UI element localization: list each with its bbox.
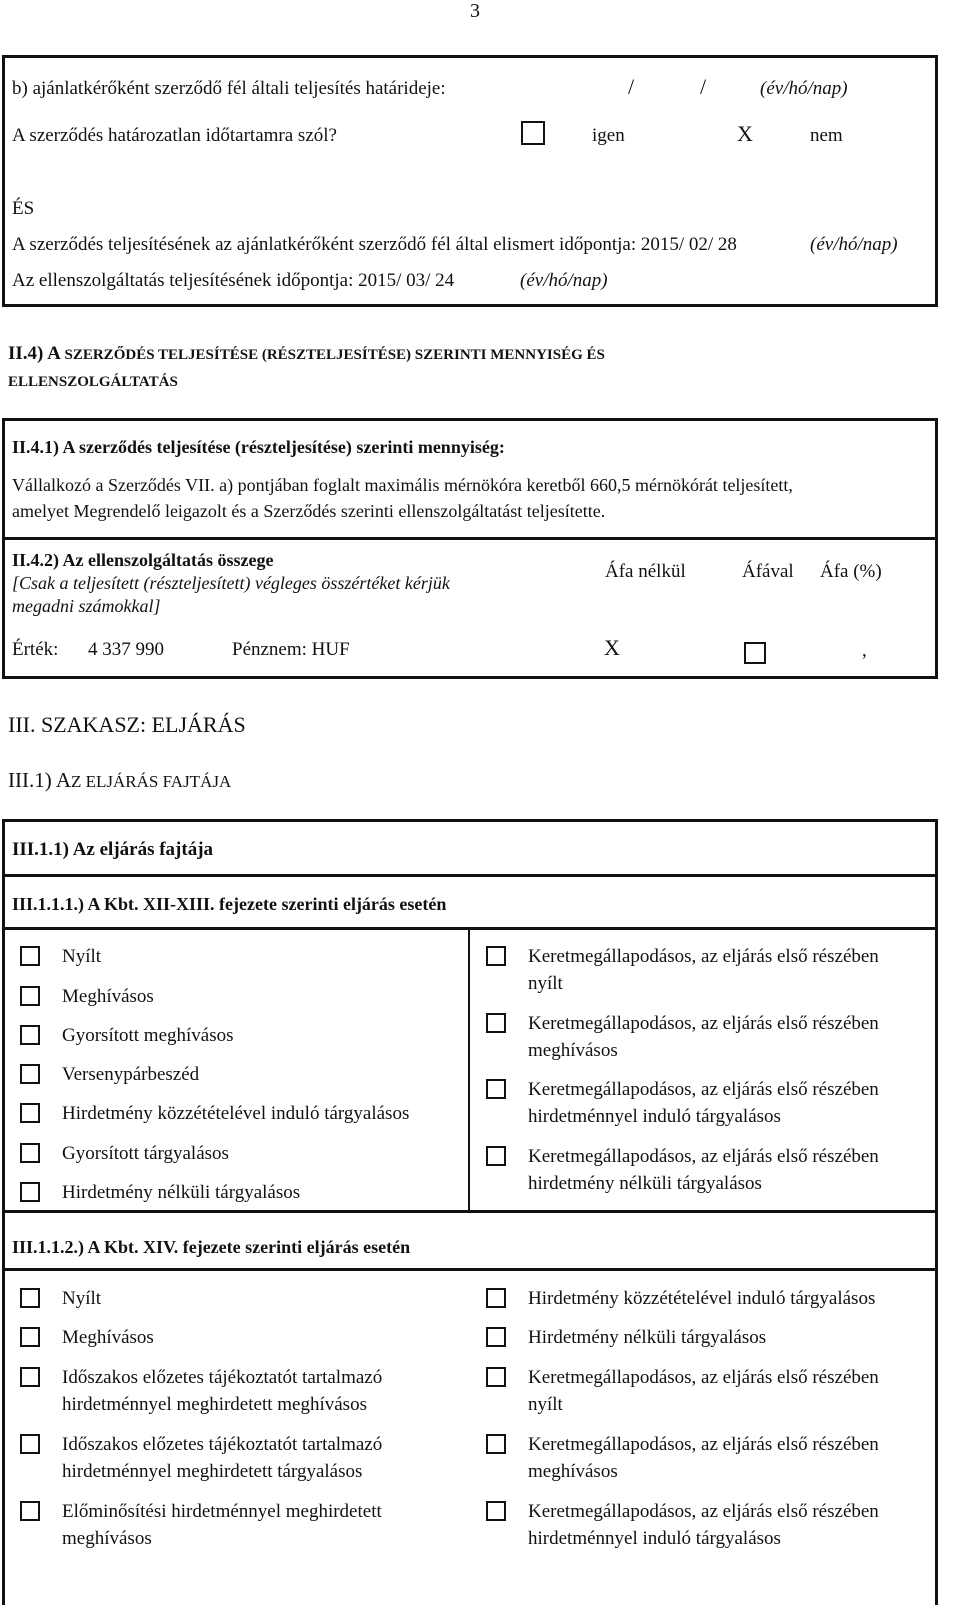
section-ii41-heading: II.4.1) A szerződés teljesítése (részteljesítése) szerinti mennyiség: <box>12 437 505 457</box>
section-iii1-rest: Z ELJÁRÁS FAJTÁJA <box>70 772 232 791</box>
xii-checkbox-framework-open[interactable] <box>486 946 506 966</box>
xiv-checkbox-pin-restricted[interactable] <box>20 1367 40 1387</box>
section-ii42-note-2: megadni számokkal] <box>12 596 161 616</box>
vat-pct-value: , <box>862 640 867 661</box>
divider-iii11 <box>2 874 938 877</box>
section-iii1112-heading: III.1.1.2.) A Kbt. XIV. fejezete szerinti eljárás esetén <box>12 1237 411 1257</box>
no-selected-mark[interactable]: X <box>737 121 753 146</box>
currency-label: Pénznem: HUF <box>232 639 350 660</box>
xiv-right-label-1: Keretmegállapodásos, az eljárás első részében <box>528 1367 879 1388</box>
col-without-vat: Áfa nélkül <box>605 561 686 582</box>
section-ii4-heading <box>8 343 605 366</box>
indefinite-question: A szerződés határozatlan időtartamra szól? <box>12 125 337 146</box>
xiv-right-label-1: Hirdetmény közzétételével induló tárgyalásos <box>528 1288 876 1309</box>
xii-right-label-2: hirdetmény nélküli tárgyalásos <box>528 1173 762 1194</box>
section-ii4-prefix: II.4) A <box>8 343 60 364</box>
section-ii4-line2: ELLENSZOLGÁLTATÁS <box>8 374 178 390</box>
yes-label: igen <box>592 125 625 146</box>
section-ii41-body-1: Vállalkozó a Szerződés VII. a) pontjában foglalt maximális mérnökóra keretből 660,5 mérnökórát teljesített, <box>12 475 793 495</box>
section-iii1-heading <box>8 768 231 794</box>
yes-checkbox[interactable] <box>521 121 545 145</box>
xii-checkbox-competitive-dialogue[interactable] <box>20 1064 40 1084</box>
es-label: ÉS <box>12 198 35 219</box>
with-vat-checkbox[interactable] <box>744 642 766 664</box>
xii-right-label-2: meghívásos <box>528 1040 618 1061</box>
deadline-label: b) ajánlatkérőként szerződő fél általi teljesítés határideje: <box>12 78 446 99</box>
xiv-checkbox-framework-open[interactable] <box>486 1367 506 1387</box>
xiv-checkbox-framework-negotiated-notice[interactable] <box>486 1501 506 1521</box>
xii-checkbox-framework-restricted[interactable] <box>486 1013 506 1033</box>
xii-checkbox-negotiated-without-notice[interactable] <box>20 1182 40 1202</box>
xii-right-label-1: Keretmegállapodásos, az eljárás első részében <box>528 1013 879 1034</box>
accepted-date-label: A szerződés teljesítésének az ajánlatkérőként szerződő fél által elismert időpontja: 2015/ 02/ 28 <box>12 234 737 255</box>
value-label: Érték: <box>12 639 59 660</box>
section-ii42-heading: II.4.2) Az ellenszolgáltatás összege <box>12 550 274 570</box>
xiv-right-label-2: meghívásos <box>528 1461 618 1482</box>
xii-right-label-1: Keretmegállapodásos, az eljárás első részében <box>528 1079 879 1100</box>
xii-left-label: Versenypárbeszéd <box>62 1064 200 1085</box>
xiv-checkbox-negotiated-with-notice[interactable] <box>486 1288 506 1308</box>
xiv-right-label-1: Hirdetmény nélküli tárgyalásos <box>528 1327 767 1348</box>
accepted-date-format: (év/hó/nap) <box>810 234 898 255</box>
date-format-hint: (év/hó/nap) <box>760 78 848 99</box>
xiv-checkbox-restricted[interactable] <box>20 1327 40 1347</box>
xiv-right-label-1: Keretmegállapodásos, az eljárás első részében <box>528 1501 879 1522</box>
payment-date-label: Az ellenszolgáltatás teljesítésének időpontja: 2015/ 03/ 24 <box>12 270 455 291</box>
value-amount: 4 337 990 <box>88 639 164 660</box>
date-slash-2: / <box>700 74 707 99</box>
xiv-checkbox-negotiated-without-notice[interactable] <box>486 1327 506 1347</box>
xiv-left-label-1: Nyílt <box>62 1288 102 1309</box>
xii-checkbox-restricted[interactable] <box>20 986 40 1006</box>
section-iii1111-heading: III.1.1.1.) A Kbt. XII-XIII. fejezete szerinti eljárás esetén <box>12 894 447 914</box>
xii-left-label: Hirdetmény nélküli tárgyalásos <box>62 1182 301 1203</box>
column-divider-xii <box>468 927 470 1211</box>
col-with-vat: Áfával <box>742 561 794 582</box>
payment-date-format: (év/hó/nap) <box>520 270 608 291</box>
xiv-left-label-1: Előminősítési hirdetménnyel meghirdetett <box>62 1501 382 1522</box>
section-ii4-rest: SZERZŐDÉS TELJESÍTÉSE (RÉSZTELJESÍTÉSE) SZERINTI MENNYISÉG ÉS <box>64 347 605 363</box>
xii-right-label-1: Keretmegállapodásos, az eljárás első részében <box>528 1146 879 1167</box>
xii-right-label-2: hirdetménnyel induló tárgyalásos <box>528 1106 781 1127</box>
xiv-right-label-2: hirdetménnyel induló tárgyalásos <box>528 1528 781 1549</box>
date-slash-1: / <box>628 74 635 99</box>
no-label: nem <box>810 125 843 146</box>
xii-left-label: Gyorsított tárgyalásos <box>62 1143 229 1164</box>
xii-left-label: Nyílt <box>62 946 102 967</box>
xiv-right-label-2: nyílt <box>528 1394 563 1415</box>
xiv-left-label-2: hirdetménnyel meghirdetett meghívásos <box>62 1394 367 1415</box>
xiv-left-label-1: Időszakos előzetes tájékoztatót tartalmazó <box>62 1367 383 1388</box>
section-ii42-note-1: [Csak a teljesített (részteljesített) végleges összértéket kérjük <box>12 573 450 593</box>
xiv-checkbox-framework-restricted[interactable] <box>486 1434 506 1454</box>
divider-ii42 <box>2 537 938 540</box>
xiv-right-label-1: Keretmegállapodásos, az eljárás első részében <box>528 1434 879 1455</box>
xiv-checkbox-pin-negotiated[interactable] <box>20 1434 40 1454</box>
section-ii4-heading-line2 <box>8 370 178 393</box>
xii-left-label: Meghívásos <box>62 986 154 1007</box>
section-ii41-body-2: amelyet Megrendelő leigazolt és a Szerződés szerinti ellenszolgáltatást teljesítette. <box>12 501 606 521</box>
without-vat-mark[interactable]: X <box>604 635 620 660</box>
xiv-checkbox-prequalification[interactable] <box>20 1501 40 1521</box>
page-number: 3 <box>470 0 480 22</box>
xii-left-label: Hirdetmény közzétételével induló tárgyalásos <box>62 1103 410 1124</box>
xii-checkbox-accelerated-negotiated[interactable] <box>20 1143 40 1163</box>
section-iii11-heading: III.1.1) Az eljárás fajtája <box>12 839 214 860</box>
xiv-left-label-1: Meghívásos <box>62 1327 154 1348</box>
xii-right-label-2: nyílt <box>528 973 563 994</box>
xii-left-label: Gyorsított meghívásos <box>62 1025 234 1046</box>
xii-checkbox-framework-negotiated-notice[interactable] <box>486 1079 506 1099</box>
xii-checkbox-open[interactable] <box>20 946 40 966</box>
xiv-left-label-1: Időszakos előzetes tájékoztatót tartalmazó <box>62 1434 383 1455</box>
divider-xiv <box>2 1268 938 1271</box>
xii-checkbox-accelerated-restricted[interactable] <box>20 1025 40 1045</box>
xii-checkbox-negotiated-with-notice[interactable] <box>20 1103 40 1123</box>
divider-iii1111 <box>2 927 938 930</box>
xiv-left-label-2: hirdetménnyel meghirdetett tárgyalásos <box>62 1461 363 1482</box>
xii-checkbox-framework-negotiated-no-notice[interactable] <box>486 1146 506 1166</box>
section-iii1-prefix: III.1) A <box>8 768 71 792</box>
section-iii-title: III. SZAKASZ: ELJÁRÁS <box>8 712 246 737</box>
divider-iii1112 <box>2 1210 938 1213</box>
xiv-left-label-2: meghívásos <box>62 1528 152 1549</box>
col-vat-pct: Áfa (%) <box>820 561 882 582</box>
xiv-checkbox-open[interactable] <box>20 1288 40 1308</box>
xii-right-label-1: Keretmegállapodásos, az eljárás első részében <box>528 946 879 967</box>
